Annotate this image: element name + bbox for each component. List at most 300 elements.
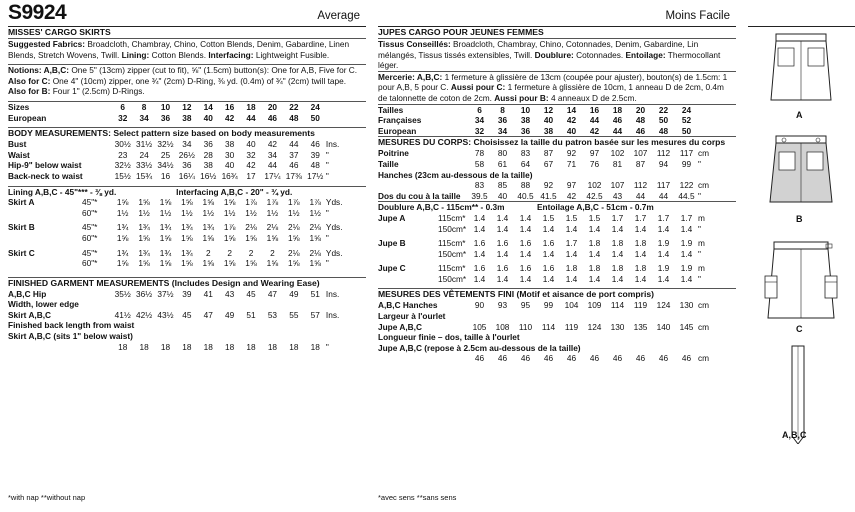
table-cell: 1½ bbox=[288, 207, 300, 218]
table-cell: 2⅛ bbox=[288, 222, 300, 233]
table-cell bbox=[8, 233, 82, 244]
table-cell: 46 bbox=[635, 125, 646, 136]
table-cell: 42 bbox=[589, 125, 600, 136]
title: MISSES' CARGO SKIRTS bbox=[8, 27, 111, 37]
table-cell: 22 bbox=[658, 104, 669, 115]
table-cell: 38 bbox=[182, 112, 192, 123]
skirt-a-sketch bbox=[748, 30, 855, 122]
table-cell: 1½ bbox=[159, 207, 172, 218]
table-cell: 1.6 bbox=[496, 263, 509, 274]
table-cell: 32½ bbox=[114, 160, 131, 171]
table-cell: A,B,C Hip bbox=[8, 288, 47, 299]
table-cell: 67 bbox=[543, 158, 554, 169]
table-cell: 1.4 bbox=[473, 273, 486, 284]
table-cell: 37 bbox=[289, 149, 299, 160]
yardage-row bbox=[378, 224, 720, 235]
table-cell: 1¾ bbox=[159, 247, 172, 258]
table-cell: Back-neck to waist bbox=[8, 170, 83, 181]
table-cell: 135 bbox=[633, 321, 648, 332]
table-cell: 1.4 bbox=[519, 223, 532, 234]
table-cell: 16 bbox=[589, 104, 600, 115]
table-cell: 104 bbox=[564, 300, 579, 311]
table-cell: 1.4 bbox=[565, 223, 578, 234]
table-cell: 1.6 bbox=[542, 263, 555, 274]
finished-hip-row bbox=[8, 289, 346, 300]
skirt-b-icon bbox=[748, 130, 855, 214]
table-cell: m bbox=[698, 212, 705, 223]
table-cell: " bbox=[325, 207, 329, 218]
table-cell: 15½ bbox=[114, 170, 131, 181]
table-cell: 87 bbox=[543, 148, 554, 159]
yardage-row bbox=[378, 238, 720, 249]
table-cell: 40 bbox=[497, 190, 508, 201]
table-cell: 1.4 bbox=[680, 273, 693, 284]
table-cell: 1⅝ bbox=[202, 197, 215, 208]
table-cell: 115cm* bbox=[438, 238, 466, 249]
table-cell bbox=[378, 180, 468, 191]
table-cell: 88 bbox=[520, 180, 531, 191]
table-cell: 92 bbox=[543, 180, 554, 191]
table-cell: 1.8 bbox=[588, 263, 601, 274]
table-cell: Jupe A,B,C bbox=[378, 321, 422, 332]
table-cell: 60"* bbox=[82, 232, 98, 243]
table-cell: 46 bbox=[589, 353, 600, 364]
table-cell: Tailles bbox=[378, 104, 404, 115]
table-cell: 45 bbox=[182, 309, 192, 320]
table-cell: 1⅝ bbox=[266, 258, 279, 269]
table-cell: 105 bbox=[472, 321, 487, 332]
tie-icon bbox=[748, 344, 855, 444]
table-cell: 18 bbox=[267, 341, 278, 352]
table-cell: 1½ bbox=[202, 207, 215, 218]
table-cell: 17½ bbox=[307, 170, 324, 181]
table-cell: 112 bbox=[633, 180, 648, 191]
table-cell: Taille bbox=[378, 158, 399, 169]
table-cell: 1.4 bbox=[634, 223, 647, 234]
table-cell: 102 bbox=[610, 148, 625, 159]
width-lower-label-row bbox=[8, 299, 346, 310]
table-cell: " bbox=[325, 232, 329, 243]
table-cell: 38 bbox=[203, 160, 213, 171]
sketch-b-label: B bbox=[796, 214, 803, 224]
table-cell: Doublure A,B,C - 115cm** - 0.3m bbox=[378, 202, 505, 213]
table-cell: 46 bbox=[612, 115, 623, 126]
table-cell: Longueur finie – dos, taille à l'ourlet bbox=[378, 332, 520, 343]
table-cell: 34 bbox=[497, 125, 508, 136]
table-cell: 150cm* bbox=[438, 223, 467, 234]
difficulty: Average bbox=[317, 10, 360, 22]
table-cell: 46 bbox=[310, 139, 320, 150]
table-cell: Jupe A,B,C (repose à 2.5cm au-dessous de la taille) bbox=[378, 342, 581, 353]
table-cell bbox=[326, 102, 346, 113]
table-cell: 1.4 bbox=[565, 248, 578, 259]
table-cell: 42 bbox=[566, 190, 577, 201]
table-cell: 10 bbox=[160, 101, 171, 112]
table-cell: 1⅞ bbox=[309, 197, 321, 208]
table-cell: 42 bbox=[246, 160, 256, 171]
table-cell: 1.4 bbox=[496, 212, 509, 223]
table-cell: 1⅝ bbox=[223, 258, 236, 269]
table-cell: 49 bbox=[225, 309, 235, 320]
table-cell bbox=[698, 115, 720, 126]
table-cell: 44 bbox=[246, 112, 256, 123]
table-cell: 44.5 bbox=[678, 190, 695, 201]
table-cell: 1.4 bbox=[588, 273, 601, 284]
table-cell: 150cm* bbox=[438, 248, 467, 259]
table-cell: 53 bbox=[267, 309, 278, 320]
table-cell bbox=[698, 105, 720, 116]
table-cell: 94 bbox=[658, 158, 669, 169]
body-measurements-title-fr: MESURES DU CORPS: Choisissez la taille du patron basée sur les mesures du corps bbox=[378, 137, 726, 148]
table-cell: Jupe A bbox=[378, 212, 406, 223]
finished-abc-row bbox=[378, 322, 720, 333]
table-cell: 99 bbox=[681, 158, 692, 169]
table-cell: 47 bbox=[267, 288, 278, 299]
table-cell: 1.5 bbox=[542, 212, 555, 223]
table-cell: " bbox=[698, 158, 701, 169]
header bbox=[8, 0, 366, 26]
table-cell: 1⅞ bbox=[245, 197, 257, 208]
table-cell: 1½ bbox=[223, 207, 236, 218]
table-cell: Waist bbox=[8, 149, 30, 160]
table-cell: 2⅛ bbox=[245, 222, 257, 233]
table-cell: 6 bbox=[120, 101, 125, 112]
table-cell: 12 bbox=[182, 101, 192, 112]
table-cell: 1⅝ bbox=[266, 232, 279, 243]
table-cell: 46 bbox=[497, 353, 508, 364]
table-cell: 36 bbox=[520, 125, 531, 136]
table-cell: European bbox=[8, 112, 47, 123]
table-cell: 1⅝ bbox=[202, 232, 215, 243]
table-cell: 1.4 bbox=[519, 248, 532, 259]
table-cell: m bbox=[698, 238, 705, 249]
european-row bbox=[8, 113, 346, 124]
table-cell: 16 bbox=[160, 170, 171, 181]
table-cell: 1.6 bbox=[496, 238, 509, 249]
table-cell: 41.5 bbox=[540, 190, 557, 201]
table-cell: Largeur à l'ourlet bbox=[378, 311, 446, 322]
table-cell: 41 bbox=[203, 288, 213, 299]
table-cell: 1⅝ bbox=[116, 232, 129, 243]
table-cell: 45"* bbox=[82, 247, 98, 258]
table-cell: 46 bbox=[543, 353, 554, 364]
table-cell: 42.5 bbox=[586, 190, 603, 201]
hanches-label-row bbox=[378, 170, 720, 181]
table-cell: 39.5 bbox=[471, 190, 488, 201]
table-cell: 50 bbox=[310, 112, 320, 123]
table-cell: 20 bbox=[267, 101, 278, 112]
table-cell: 42 bbox=[267, 139, 278, 150]
title-fr: JUPES CARGO POUR JEUNES FEMMES bbox=[378, 27, 544, 37]
table-cell: 1⅝ bbox=[138, 258, 150, 269]
body-row bbox=[8, 139, 346, 150]
table-cell: 90 bbox=[474, 300, 485, 311]
yardage-row bbox=[378, 274, 720, 285]
table-cell: 2 bbox=[248, 247, 254, 258]
table-cell: 48 bbox=[289, 112, 299, 123]
notions-block-fr: Mercerie: A,B,C: 1 fermeture à glissière de 13cm (coupée pour ajuster), bouton(s) de 1.5cm: 1 pour A,B, 5 pour C. Aussi pour C: 1 fermeture à glissière de 10cm, 1 anneau D de 2cm, 0.4m de talonnette de coton de 2cm. Aussi pour B: 4 anneaux D de 2.5cm. bbox=[378, 71, 728, 103]
table-cell: 1.4 bbox=[657, 273, 670, 284]
table-cell: " bbox=[325, 160, 329, 171]
table-cell: cm bbox=[698, 180, 710, 191]
table-cell: 46 bbox=[658, 353, 669, 364]
table-cell: 49 bbox=[289, 288, 299, 299]
lining-interfacing-row bbox=[378, 202, 720, 213]
table-cell: 18 bbox=[246, 101, 256, 112]
table-cell: 18 bbox=[289, 341, 299, 352]
table-cell: 1⅞ bbox=[266, 197, 279, 208]
table-cell: 14 bbox=[566, 104, 577, 115]
table-cell: 117 bbox=[679, 148, 694, 159]
table-cell: " bbox=[325, 170, 329, 181]
table-cell: 80 bbox=[497, 148, 508, 159]
table-cell: 140 bbox=[656, 321, 671, 332]
table-cell bbox=[378, 224, 438, 235]
table-cell: 1¾ bbox=[159, 222, 172, 233]
table-cell: " bbox=[325, 341, 329, 352]
yardage-row bbox=[8, 208, 346, 219]
table-cell: 8 bbox=[500, 104, 505, 115]
table-cell: Skirt A,B,C bbox=[8, 309, 52, 320]
skirt-b-sketch bbox=[748, 130, 855, 230]
finished-table-fr bbox=[378, 300, 720, 364]
table-cell: cm bbox=[698, 321, 710, 332]
table-cell: 95 bbox=[520, 300, 531, 311]
table-cell: 46 bbox=[267, 112, 278, 123]
header-fr bbox=[378, 0, 736, 26]
table-cell: 35½ bbox=[114, 288, 131, 299]
table-cell: 1⅞ bbox=[223, 222, 236, 233]
table-cell: 97 bbox=[589, 148, 600, 159]
table-cell: 119 bbox=[564, 321, 579, 332]
yardage-row bbox=[378, 213, 720, 224]
table-cell: 76 bbox=[589, 158, 600, 169]
table-cell: 38 bbox=[520, 115, 531, 126]
table-cell: 28 bbox=[203, 149, 213, 160]
table-cell: 55 bbox=[289, 309, 299, 320]
table-cell: 16 bbox=[225, 101, 235, 112]
table-cell: 1⅝ bbox=[181, 197, 193, 208]
table-cell: 52 bbox=[681, 115, 692, 126]
table-cell: 109 bbox=[587, 300, 602, 311]
table-cell: Skirt B bbox=[8, 222, 35, 233]
table-cell: 1¾ bbox=[138, 247, 150, 258]
table-cell: 32 bbox=[246, 149, 256, 160]
table-cell: 1.8 bbox=[565, 263, 578, 274]
table-cell: 47 bbox=[203, 309, 213, 320]
body-row bbox=[378, 148, 720, 159]
body-row bbox=[378, 159, 720, 170]
table-cell: 20 bbox=[635, 104, 646, 115]
table-cell: 1.4 bbox=[680, 248, 693, 259]
table-cell: Yds. bbox=[325, 197, 343, 208]
table-cell: 1.4 bbox=[634, 273, 647, 284]
table-cell: 1.4 bbox=[496, 248, 509, 259]
notions-block: Notions: A,B,C: One 5" (13cm) zipper (cut to fit), ⅝" (1.5cm) button(s): One for A,B, Five for C. Also for C: One 4" (10cm) zipper, one ¾" (2cm) D-Ring, ⅜ yd. (0.4m) of ¾" (2cm) twill tape. Also for B: Four 1" (2.5cm) D-Rings. bbox=[8, 65, 358, 97]
table-cell: 107 bbox=[610, 180, 625, 191]
table-cell: 18 bbox=[182, 341, 192, 352]
table-cell: Ins. bbox=[325, 139, 340, 150]
table-cell: 130 bbox=[679, 300, 694, 311]
table-cell: 17¼ bbox=[264, 170, 281, 181]
table-cell: Yds. bbox=[325, 247, 343, 258]
table-cell: Skirt C bbox=[8, 247, 35, 258]
table-cell: 39 bbox=[182, 288, 192, 299]
sketch-c-label: C bbox=[796, 324, 803, 334]
table-cell: 1⅝ bbox=[116, 258, 129, 269]
table-cell: Width, lower edge bbox=[8, 299, 79, 310]
table-cell: 34 bbox=[267, 149, 278, 160]
table-cell: " bbox=[325, 149, 329, 160]
table-cell: 50 bbox=[658, 115, 669, 126]
footnote-fr: *avec sens **sans sens bbox=[378, 493, 457, 502]
table-cell: 22 bbox=[289, 101, 299, 112]
table-cell: 1.4 bbox=[657, 248, 670, 259]
finished-title: FINISHED GARMENT MEASUREMENTS (Includes Design and Wearing Ease) bbox=[8, 277, 320, 288]
table-cell: Skirt A,B,C (sits 1" below waist) bbox=[8, 331, 133, 342]
table-cell: 1⅝ bbox=[245, 258, 257, 269]
table-cell: 2⅛ bbox=[309, 247, 321, 258]
table-cell: 1.8 bbox=[634, 263, 647, 274]
table-cell: 1.7 bbox=[634, 212, 647, 223]
table-cell: 112 bbox=[656, 148, 671, 159]
table-cell: 40 bbox=[203, 112, 213, 123]
table-cell: 1.4 bbox=[634, 248, 647, 259]
table-cell: 1⅝ bbox=[223, 232, 236, 243]
table-cell: 18 bbox=[139, 341, 149, 352]
table-cell: 107 bbox=[633, 148, 648, 159]
body-measurements-table bbox=[8, 139, 346, 181]
table-cell: 1.6 bbox=[519, 263, 532, 274]
table-cell: 46 bbox=[520, 353, 531, 364]
table-cell: 1.8 bbox=[588, 238, 601, 249]
table-cell: 1.4 bbox=[565, 273, 578, 284]
table-cell: Ins. bbox=[325, 309, 340, 320]
table-cell: 40 bbox=[566, 125, 577, 136]
finished-title-fr: MESURES DES VÊTEMENTS FINI (Motif et aisance de port compris) bbox=[378, 289, 654, 300]
table-cell: 1½ bbox=[116, 207, 129, 218]
table-cell: 1⅝ bbox=[202, 258, 215, 269]
table-cell: 43 bbox=[612, 190, 623, 201]
table-cell: 44 bbox=[589, 115, 600, 126]
back-length-row bbox=[8, 342, 346, 353]
table-cell: 36 bbox=[203, 139, 213, 150]
table-cell: 44 bbox=[658, 190, 669, 201]
table-cell bbox=[8, 342, 112, 353]
table-cell: 33½ bbox=[136, 160, 153, 171]
table-cell: 36½ bbox=[136, 288, 153, 299]
dos-row bbox=[378, 191, 720, 202]
table-cell: 36 bbox=[182, 160, 192, 171]
table-cell: 1⅝ bbox=[138, 197, 150, 208]
table-cell bbox=[698, 126, 720, 137]
table-cell: cm bbox=[698, 300, 710, 311]
table-cell: 1⅞ bbox=[288, 197, 300, 208]
tie-sketch bbox=[748, 344, 855, 464]
table-cell: 1.7 bbox=[565, 238, 578, 249]
table-cell: Bust bbox=[8, 139, 27, 150]
table-cell: 115cm* bbox=[438, 212, 466, 223]
skirt-c-sketch bbox=[748, 236, 855, 344]
table-cell: 26½ bbox=[178, 149, 195, 160]
size-table-fr bbox=[378, 105, 720, 137]
table-cell: 97 bbox=[566, 180, 577, 191]
table-cell: 1.4 bbox=[473, 248, 486, 259]
table-cell: 1.7 bbox=[657, 212, 670, 223]
table-cell: 1.6 bbox=[542, 238, 555, 249]
table-cell: 42½ bbox=[136, 309, 153, 320]
table-cell bbox=[378, 274, 438, 285]
table-cell: " bbox=[698, 223, 701, 234]
yardage-row bbox=[378, 263, 720, 274]
table-cell: 1½ bbox=[309, 207, 321, 218]
table-cell: 45"* bbox=[82, 222, 98, 233]
table-cell: 114 bbox=[541, 321, 556, 332]
table-cell: 150cm* bbox=[438, 273, 467, 284]
table-cell: 40.5 bbox=[517, 190, 534, 201]
table-cell: Jupe C bbox=[378, 263, 406, 274]
table-cell bbox=[326, 113, 346, 124]
table-cell: 58 bbox=[474, 158, 485, 169]
table-cell: 130 bbox=[610, 321, 625, 332]
table-cell: 1¾ bbox=[116, 222, 129, 233]
table-cell: 18 bbox=[225, 341, 235, 352]
table-cell: 1.6 bbox=[519, 238, 532, 249]
table-cell: " bbox=[698, 248, 701, 259]
table-cell: 1.4 bbox=[473, 223, 486, 234]
table-cell: 40 bbox=[246, 139, 256, 150]
yardage-row bbox=[378, 249, 720, 260]
table-cell: 117 bbox=[656, 180, 671, 191]
table-cell: 1.4 bbox=[588, 223, 601, 234]
table-cell: 1.4 bbox=[473, 212, 486, 223]
yardage-row bbox=[8, 258, 346, 269]
table-cell: 51 bbox=[310, 288, 320, 299]
table-cell: 2 bbox=[205, 247, 211, 258]
table-cell: 32½ bbox=[157, 139, 174, 150]
table-cell: 36 bbox=[497, 115, 508, 126]
table-cell: 1.9 bbox=[680, 238, 693, 249]
table-cell: " bbox=[698, 273, 701, 284]
table-cell: 1⅝ bbox=[138, 232, 150, 243]
table-cell: 45"* bbox=[82, 197, 98, 208]
table-cell: 64 bbox=[520, 158, 531, 169]
table-cell: 1¾ bbox=[202, 222, 215, 233]
table-cell: 1.6 bbox=[473, 238, 486, 249]
table-cell: 1½ bbox=[138, 207, 150, 218]
table-cell bbox=[8, 208, 82, 219]
table-cell: Hip-9" below waist bbox=[8, 160, 82, 171]
table-cell: " bbox=[325, 258, 329, 269]
pattern-code: S9924 bbox=[8, 1, 67, 24]
table-cell: 34 bbox=[139, 112, 149, 123]
table-cell: 1.9 bbox=[657, 238, 670, 249]
table-cell: 110 bbox=[518, 321, 533, 332]
table-cell: 83 bbox=[520, 148, 531, 159]
table-cell: 48 bbox=[635, 115, 646, 126]
yardage-table-fr bbox=[378, 202, 720, 288]
table-cell: 1.8 bbox=[634, 238, 647, 249]
table-cell: 46 bbox=[474, 353, 485, 364]
table-cell: 1.7 bbox=[680, 212, 693, 223]
yardage-row bbox=[8, 222, 346, 233]
table-cell: 1.9 bbox=[680, 263, 693, 274]
hanches-row bbox=[378, 180, 720, 191]
table-cell: 1.4 bbox=[611, 248, 624, 259]
table-cell: 39 bbox=[310, 149, 320, 160]
table-cell: 38 bbox=[543, 125, 554, 136]
table-cell: 145 bbox=[679, 321, 694, 332]
